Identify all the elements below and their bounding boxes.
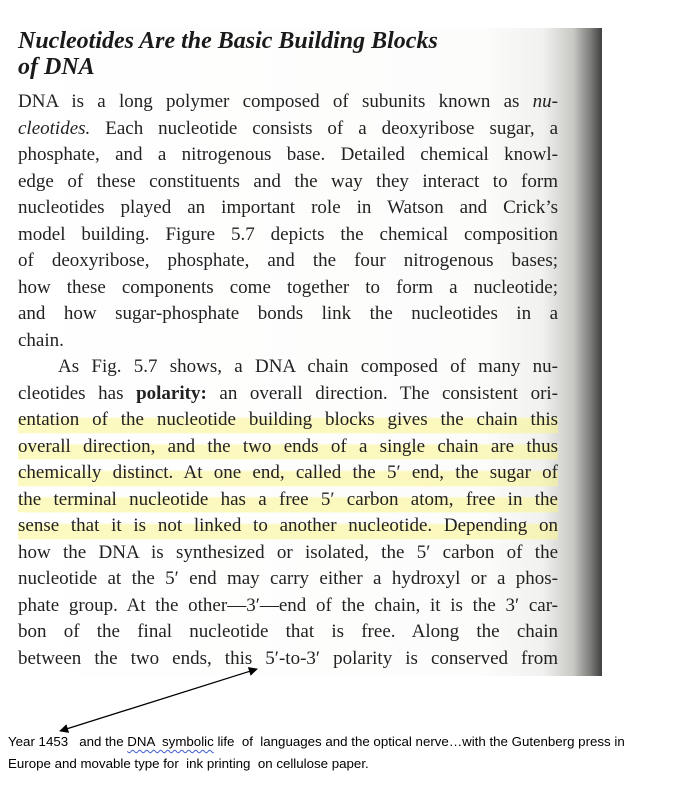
text-line: cleotides has polarity: an overall direction. The consistent ori- [18,382,559,404]
double-headed-arrow [60,669,257,731]
body-paragraphs [18,89,558,672]
text-line-indented: As Fig. 5.7 shows, a DNA chain composed of many nu- [58,356,558,377]
heading-line-2: of DNA [18,54,95,80]
text-line: nucleotides played an important role in Watson and Crick’s [18,197,558,218]
highlighted-text-line: the terminal nucleotide has a free 5′ carbon atom, free in the [18,487,558,514]
caption-line-1: Year 1453 and the DNA symbolic life of languages and the optical nerve…with the Gutenberg press in [8,734,625,749]
text-line: bon of the final nucleotide that is free. Along the chain [18,621,558,642]
text-line: how these components come together to form a nucleotide; [18,276,558,298]
highlighted-text-line: chemically distinct. At one end, called the 5′ end, the sugar of [18,460,558,487]
highlighted-text-line: sense that it is not linked to another nucleotide. Depending on [18,513,558,540]
text-line: phate group. At the other—3′—end of the chain, it is the 3′ car- [18,594,558,616]
highlighted-text-line: overall direction, and the two ends of a single chain are thus [18,434,558,461]
text-line: cleotides. Each nucleotide consists of a deoxyribose sugar, a [18,117,558,139]
caption-line-2: Europe and movable type for ink printing on cellulose paper. [8,756,369,771]
term-polarity: polarity: [136,382,207,404]
spellcheck-flagged-text: DNA symbolic [127,734,214,749]
text-line: model building. Figure 5.7 depicts the chemical composition [18,223,558,245]
text-line: and how sugar-phosphate bonds link the nucleotides in a [18,303,558,324]
text-line: chain. [18,329,64,351]
text-line: nucleotide at the 5′ end may carry either a hydroxyl or a phos- [18,568,558,589]
text-line: DNA is a long polymer composed of subunits known as nu- [18,91,558,112]
text-line: how the DNA is synthesized or isolated, the 5′ carbon of the [18,541,558,563]
text-line: phosphate, and a nitrogenous base. Detailed chemical knowl- [18,144,558,165]
scanned-book-page [10,28,602,676]
text-line: of deoxyribose, phosphate, and the four nitrogenous bases; [18,250,558,271]
section-heading [18,28,578,80]
annotation-caption [8,731,684,775]
heading-line-1: Nucleotides Are the Basic Building Blocks [18,28,438,54]
page-gutter-shadow [574,28,602,676]
text-line: between the two ends, this 5′-to-3′ polarity is conserved from [18,647,558,669]
text-line: edge of these constituents and the way they interact to form [18,170,558,192]
highlighted-text-line: entation of the nucleotide building blocks gives the chain this [18,407,558,434]
